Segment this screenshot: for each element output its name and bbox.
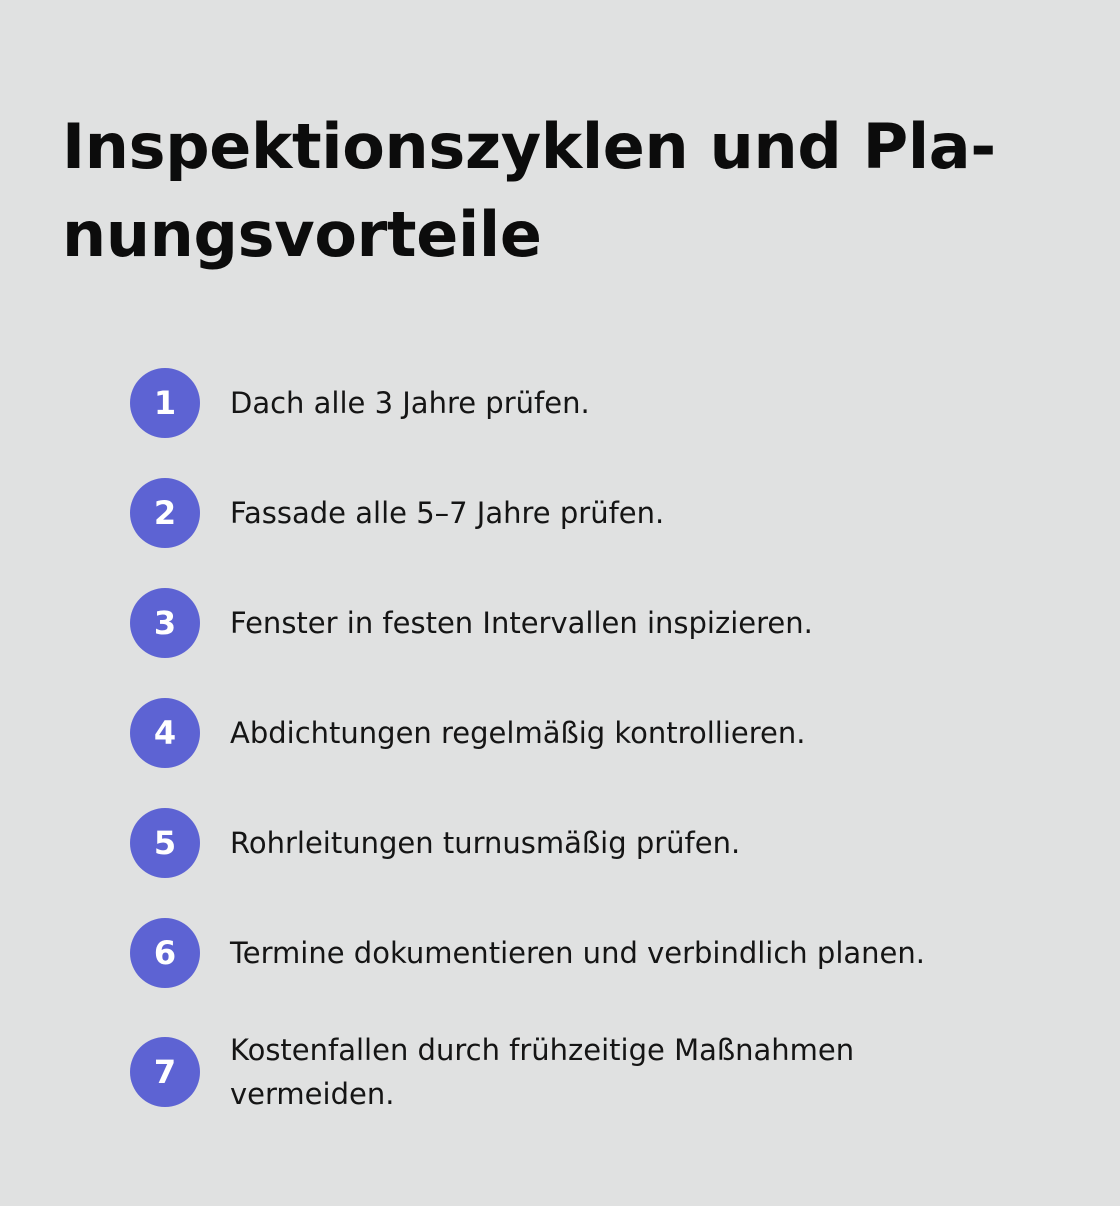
step-number-badge: 2: [130, 478, 200, 548]
step-item-7: [130, 1028, 1010, 1116]
step-item-6: [130, 918, 1010, 988]
step-text: Dach alle 3 Jahre prüfen.: [230, 386, 590, 420]
step-text: Kostenfallen durch frühzeitige Maßnahmen vermeiden.: [230, 1033, 855, 1111]
step-text: Termine dokumentieren und verbindlich planen.: [230, 936, 925, 970]
step-item-4: [130, 698, 1010, 768]
step-list: [130, 0, 1030, 1206]
step-number-badge: 6: [130, 918, 200, 988]
step-number-badge: 4: [130, 698, 200, 768]
step-text: Abdichtungen regelmäßig kontrollieren.: [230, 716, 806, 750]
title-line-1: Inspektionszyklen und Pla-: [62, 110, 996, 183]
title-line-2: nungsvorteile: [62, 198, 542, 271]
step-number-badge: 3: [130, 588, 200, 658]
step-number-badge: 1: [130, 368, 200, 438]
step-number-badge: 5: [130, 808, 200, 878]
step-text: Fenster in festen Intervallen inspizieren.: [230, 606, 813, 640]
step-number-badge: 7: [130, 1037, 200, 1107]
step-item-1: [130, 368, 1010, 438]
step-text: Rohrleitungen turnusmäßig prüfen.: [230, 826, 741, 860]
step-item-5: [130, 808, 1010, 878]
step-text: Fassade alle 5–7 Jahre prüfen.: [230, 496, 665, 530]
step-item-2: [130, 478, 1010, 548]
step-item-3: [130, 588, 1010, 658]
